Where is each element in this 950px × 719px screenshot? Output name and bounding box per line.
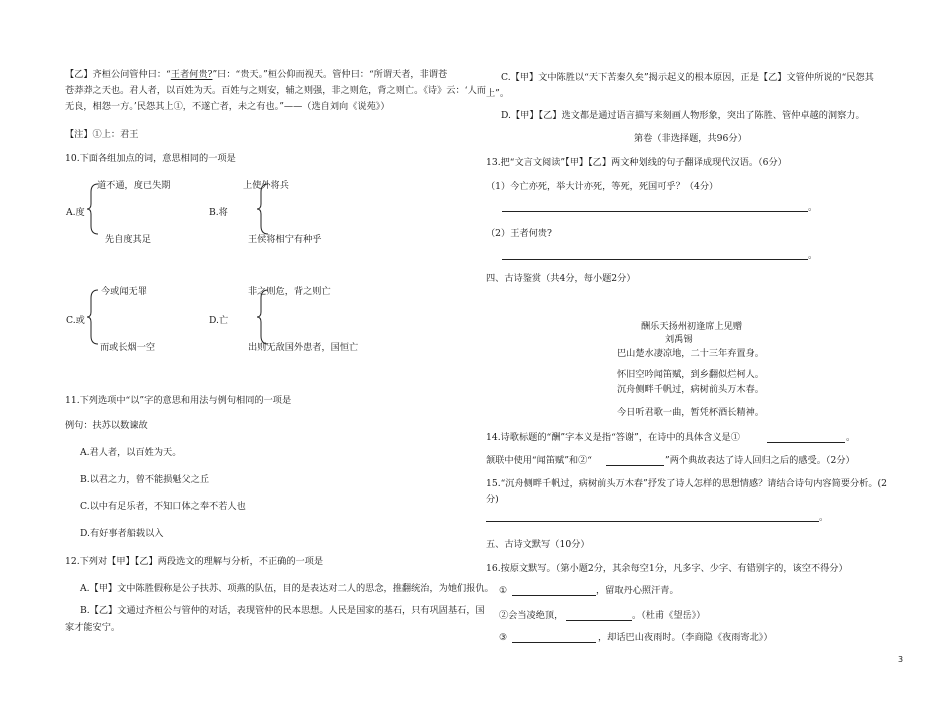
answer-line-15[interactable] — [486, 521, 819, 522]
brace-icon — [256, 289, 270, 345]
passage-line-1: 【乙】齐桓公问管仲曰：“王者何贵?”曰：“贵天。”桓公仰而视天。管仲曰：“所谓天者，非谓苍 — [65, 69, 448, 80]
poem-author: 刘禹锡 — [665, 334, 693, 345]
q15-line-2: 分) — [486, 494, 499, 505]
poem-line-1: 巴山楚水凄凉地，二十三年弃置身。 — [617, 348, 764, 359]
q10-d-top: 非之则危，背之则亡 — [248, 286, 331, 297]
passage-line-3: 无良，相怨一方。’民怨其上①，不遂亡者，未之有也。”——（选自刘向《说苑》） — [65, 101, 390, 112]
poem-line-4: 今日听君歌一曲，暂凭杯酒长精神。 — [617, 407, 764, 418]
answer-blank-16-1[interactable] — [512, 595, 596, 596]
q13-stem: 13.把“文言文阅读”【甲】【乙】两文种划线的句子翻译成现代汉语。（6分） — [486, 157, 787, 168]
q11-option-b: B.以君之力，曾不能损魁父之丘 — [80, 474, 210, 485]
answer-blank-16-2[interactable] — [566, 620, 632, 621]
q16-item-3-text: ，却话巴山夜雨时。（李商隐《夜雨寄北》） — [598, 632, 773, 643]
q11-stem: 11.下列选项中“以”字的意思和用法与例句相同的一项是 — [65, 395, 292, 406]
q10-d-label: D.亡 — [209, 315, 229, 326]
q16-item-1-text: ，留取丹心照汗青。 — [596, 585, 679, 596]
poem-line-2: 怀旧空吟闻笛赋，到乡翻似烂柯人。 — [617, 369, 764, 380]
answer-blank-16-3[interactable] — [512, 642, 596, 643]
brace-icon — [86, 183, 100, 235]
part-5-heading: 五、古诗文默写（10分） — [486, 539, 590, 550]
q12-option-d: D.【甲】【乙】选文都是通过语言描写来刻画人物形象，突出了陈胜、管仲卓越的洞察力。 — [501, 110, 865, 121]
q14-line-1: 14.诗歌标题的“酬”字本义是指“答谢”，在诗中的具体含义是① — [486, 432, 740, 443]
q11-option-a: A.君人者，以百姓为天。 — [80, 447, 182, 458]
section-title: 第卷（非选择题，共96分） — [634, 133, 747, 144]
underlined-sentence: 王者何贵? — [170, 69, 213, 80]
q10-c-label: C.或 — [66, 315, 85, 326]
q12-option-c-line1: C.【甲】文中陈胜以“天下苦秦久矣”揭示起义的根本原因，正是【乙】文管仲所说的“民怨其 — [501, 72, 874, 83]
q10-d-bottom: 出则无敌国外患者，国恒亡 — [248, 342, 359, 353]
q15-line-1: 15.“沉舟侧畔千帆过，病树前头万木春”抒发了诗人怎样的思想情感？请结合诗句内容简要分析。(2 — [486, 478, 887, 489]
q11-example: 例句：扶苏以数谏故 — [65, 420, 148, 431]
brace-icon — [86, 289, 100, 345]
poem-title: 酬乐天扬州初逢席上见赠 — [641, 321, 743, 332]
part-4-heading: 四、古诗鉴赏（共4分，每小题2分） — [486, 273, 636, 284]
passage-note: 【注】①上：君王 — [65, 129, 139, 140]
q10-a-label: A.度 — [66, 207, 85, 218]
q13-sentence-1: （1）今亡亦死，举大计亦死，等死，死国可乎？（4分） — [486, 181, 719, 192]
page-number: 3 — [898, 655, 904, 664]
q16-stem: 16.按原文默写。（第小题2分，其余每空1分，凡多字、少字、有错别字的，该空不得分） — [486, 563, 848, 574]
q10-stem: 10.下面各组加点的词，意思相同的一项是 — [65, 153, 236, 164]
answer-blank-14-1[interactable] — [767, 442, 845, 443]
q10-a-top: 道不通，度已失期 — [97, 180, 171, 191]
q10-a-bottom: 先自度其足 — [105, 234, 151, 245]
q12-stem: 12.下列对【甲】【乙】两段选文的理解与分析，不正确的一项是 — [65, 556, 324, 567]
q10-b-label: B.将 — [209, 207, 228, 218]
brace-icon — [256, 183, 270, 235]
q12-option-b-line2: 家才能安宁。 — [65, 622, 121, 633]
passage-line-2: 苍莽莽之天也。君人者，以百姓为天。百姓与之则安，辅之则强，非之则危，背之则亡。《诗》云：‘人而 — [65, 85, 486, 96]
q16-item-2-b: 。（杜甫《望岳》） — [632, 610, 706, 621]
q10-c-bottom: 而或长烟一空 — [100, 342, 156, 353]
q12-option-b-line1: B.【乙】文通过齐桓公与管仲的对话，表现管仲的民本思想。人民是国家的基石，只有巩固基石，国 — [80, 605, 485, 616]
q11-option-c: C.以中有足乐者，不知口体之奉不若人也 — [80, 501, 246, 512]
q14-line-2-a: 颔联中使用“闻笛赋”和②“ — [486, 455, 592, 466]
q14-line-2-b: ”两个典故表达了诗人回归之后的感受。（2分） — [665, 455, 855, 466]
q16-item-2-a: ②会当凌绝顶， — [499, 610, 564, 621]
q10-b-bottom: 王侯将相宁有种乎 — [248, 234, 322, 245]
q12-option-a: A.【甲】文中陈胜假称是公子扶苏、项燕的队伍，目的是表达对二人的思念，推翻统治，为她们报仇。 — [80, 583, 494, 594]
answer-blank-14-2[interactable] — [606, 465, 664, 466]
q12-option-c-line2: 上”。 — [486, 88, 510, 99]
q10-c-top: 今或闻无罪 — [101, 286, 147, 297]
answer-line-13-2[interactable] — [502, 259, 808, 260]
poem-line-3: 沉舟侧畔千帆过，病树前头万木春。 — [617, 384, 764, 395]
q11-option-d: D.有好事者船载以入 — [80, 528, 164, 539]
q10-b-top: 上使外将兵 — [243, 180, 289, 191]
exam-page: 【乙】齐桓公问管仲曰：“王者何贵?”曰：“贵天。”桓公仰而视天。管仲曰：“所谓天者，非谓苍 苍莽莽之天也。君人者，以百姓为天。百姓与之则安，辅之则强，非之则危，背之则亡。《诗》云：‘人而 无良，相怨一方。’民怨其上①，不遂亡者，未之有也。”——（选自刘向《说苑》） 【注】①上：君王 10.下面各组加点的词，意思相同的一项是 道不通，度已失期 A.度 先自度其足 上使外将兵 B.将 王侯将相宁有种乎 今或闻无罪 C.或 而或长烟一空 非之则危，背之则亡 D.亡 出则无敌国外患者，国恒亡 11.下列选项中“以”字的意思和用法与例句相同的一项是 例句：扶苏以数谏故 A.君人者，以百姓为天。 B.以君之力，曾不能损魁父之丘 C.以中有足乐者，不知口体之奉不若人也 D.有好事者船载以入 12.下列对【甲】【乙】两段选文的理解与分析，不正确的一项是 A.【甲】文中陈胜假称是公子扶苏、项燕的队伍，目的是表达对二人的思念，推翻统治，为她们报仇。 B.【乙】文通过齐桓公与管仲的对话，表现管仲的民本思想。人民是国家的基石，只有巩固基石，国 家才能安宁。 C.【甲】文中陈胜以“天下苦秦久矣”揭示起义的根本原因，正是【乙】文管仲所说的“民怨其 上”。 D.【甲】【乙】选文都是通过语言描写来刻画人物形象，突出了陈胜、管仲卓越的洞察力。 第卷（非选择题，共96分） 13.把“文言文阅读”【甲】【乙】两文种划线的句子翻译成现代汉语。（6分） （1）今亡亦死，举大计亦死，等死，死国可乎？（4分） 。 （2）王者何贵? 。 四、古诗鉴赏（共4分，每小题2分） 酬乐天扬州初逢席上见赠 刘禹锡 巴山楚水凄凉地，二十三年弃置身。 怀旧空吟闻笛赋，到乡翻似烂柯人。 沉舟侧畔千帆过，病树前头万木春。 今日听君歌一曲，暂凭杯酒长精神。 14.诗歌标题的“酬”字本义是指“答谢”，在诗中的具体含义是① 。 颔联中使用“闻笛赋”和②“ ”两个典故表达了诗人回归之后的感受。（2分） 15.“沉舟侧畔千帆过，病树前头万木春”抒发了诗人怎样的思想情感？请结合诗句内容简要分析。(2 分) 。 五、古诗文默写（10分） 16.按原文默写。（第小题2分，其余每空1分，凡多字、少字、有错别字的，该空不得分） ① ，留取丹心照汗青。 ②会当凌绝顶， 。（杜甫《望岳》） ③ ，却话巴山夜雨时。（李商隐《夜雨寄北》） 3 — [65, 69, 904, 664]
answer-line-13-1[interactable] — [502, 211, 808, 212]
q13-sentence-2: （2）王者何贵? — [486, 228, 552, 239]
